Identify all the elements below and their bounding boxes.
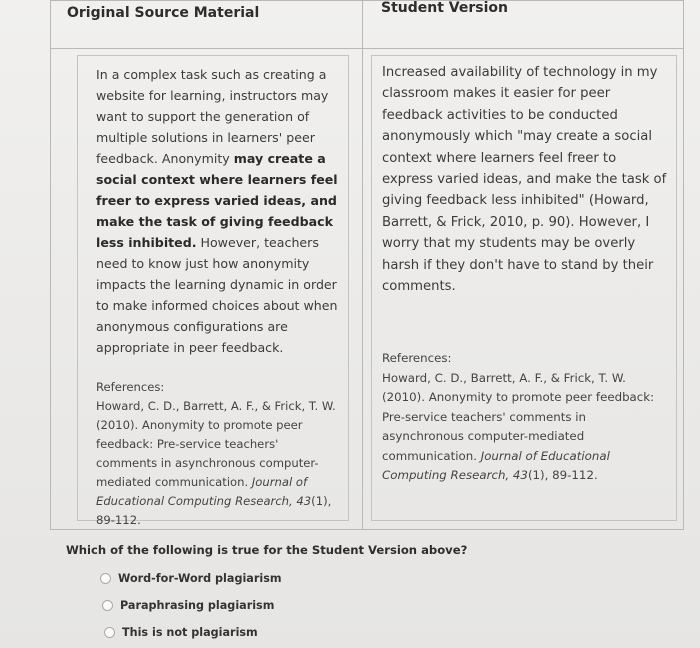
comparison-table bbox=[50, 0, 684, 530]
original-text-plain-2: However, teachers need to know just how anonymity impacts the learning dynamic in order to make informed choices about when anonymous configurations are appropriate in peer feedback. bbox=[96, 235, 338, 355]
question-prompt: Which of the following is true for the Student Version above? bbox=[66, 543, 468, 557]
original-issue-pages: (1), 89-112. bbox=[96, 494, 332, 527]
student-references-label: References: bbox=[382, 351, 452, 366]
student-text-box bbox=[371, 55, 677, 521]
option-word-for-word[interactable] bbox=[100, 572, 282, 585]
radio-paraphrasing[interactable] bbox=[102, 600, 113, 611]
option-not-plagiarism[interactable] bbox=[104, 626, 258, 639]
student-references bbox=[382, 349, 668, 485]
student-cell bbox=[363, 49, 683, 529]
student-issue-pages: (1), 89-112. bbox=[527, 467, 598, 482]
student-paragraph: Increased availability of technology in my classroom makes it easier for peer feedback activities to be conducted anonymously which "may create a social context where learners feel freer to express varied ideas, and make the task of giving feedback less inhibited" (Howard, Barrett, & Frick, 2010, p. 90). However, I worry that my students may be overly harsh if they don't have to stand by their comments. bbox=[382, 65, 667, 295]
option-not-plagiarism-label[interactable]: This is not plagiarism bbox=[122, 626, 258, 639]
header-student-version bbox=[363, 1, 683, 49]
original-paragraph bbox=[96, 64, 342, 358]
original-journal: Journal of Educational Computing Research, 43 bbox=[96, 475, 312, 508]
option-paraphrasing[interactable] bbox=[102, 599, 274, 612]
radio-not-plagiarism[interactable] bbox=[104, 627, 115, 638]
original-text-bold: may create a social context where learners feel freer to express varied ideas, and make the task of giving feedback less inhibited. bbox=[96, 151, 338, 250]
radio-word-for-word[interactable] bbox=[100, 573, 111, 584]
student-journal: Journal of Educational Computing Research, 43 bbox=[382, 448, 610, 482]
header-original-source bbox=[51, 1, 363, 49]
original-citation: Howard, C. D., Barrett, A. F., & Frick, T. W. (2010). Anonymity to promote peer feedback: Pre-service teachers' comments in asynchronous computer-mediated communication. bbox=[96, 399, 336, 489]
option-paraphrasing-label[interactable]: Paraphrasing plagiarism bbox=[120, 599, 275, 612]
original-references bbox=[96, 378, 342, 530]
original-text-plain-1: In a complex task such as creating a website for learning, instructors may want to support the generation of multiple solutions in learners' peer feedback. Anonymity bbox=[96, 67, 329, 166]
student-citation: Howard, C. D., Barrett, A. F., & Frick, T. W. (2010). Anonymity to promote peer feedback: Pre-service teachers' comments in asynchronous computer-mediated communication. bbox=[382, 370, 655, 463]
original-references-label: References: bbox=[96, 380, 165, 394]
original-text-box bbox=[77, 55, 349, 527]
header-original-label: Original Source Material bbox=[67, 5, 260, 21]
option-word-for-word-label[interactable]: Word-for-Word plagiarism bbox=[118, 572, 282, 585]
original-cell bbox=[51, 49, 363, 529]
header-student-label: Student Version bbox=[381, 0, 508, 16]
student-references-body bbox=[382, 369, 668, 485]
original-references-body bbox=[96, 397, 342, 530]
